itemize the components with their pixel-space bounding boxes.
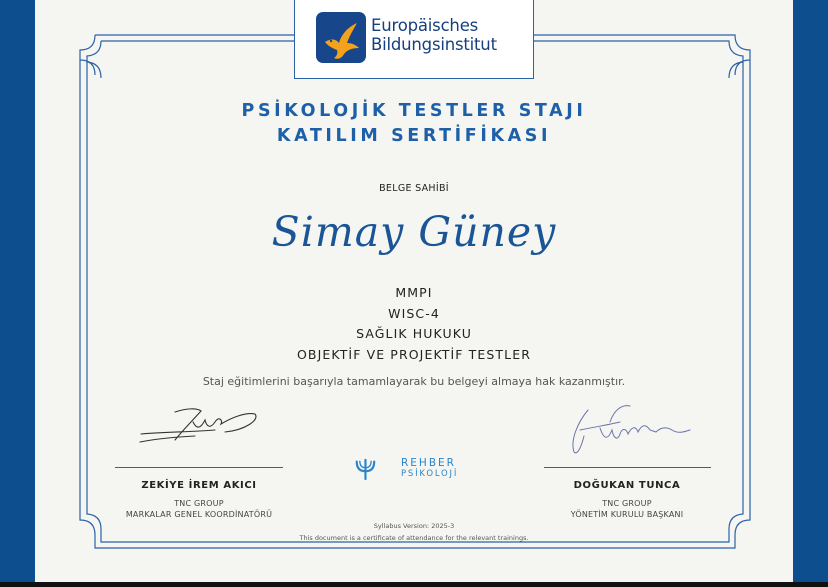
topic-item: WISC-4 xyxy=(388,305,440,321)
syllabus-version: Syllabus Version: 2025-3 xyxy=(373,522,455,530)
certificate-title-line2: KATILIM SERTİFİKASI xyxy=(276,126,552,146)
brand-name-line1: Europäisches xyxy=(371,16,479,35)
signature-line-left xyxy=(115,467,283,468)
signatory-org-right: TNC GROUP xyxy=(602,499,652,508)
achievement-statement: Staj eğitimlerini başarıyla tamamlayarak bu belgeyi almaya hak kazanmıştır. xyxy=(202,375,626,388)
certificate-title-line1: PSİKOLOJİK TESTLER STAJI xyxy=(241,101,587,121)
holder-label: BELGE SAHİBİ xyxy=(379,183,449,194)
signatory-org-left: TNC GROUP xyxy=(174,499,224,508)
topic-item: OBJEKTİF VE PROJEKTİF TESTLER xyxy=(296,346,532,362)
topic-item: MMPI xyxy=(395,285,433,300)
partner-name-line2: PSİKOLOJİ xyxy=(401,469,459,479)
topic-item: SAĞLIK HUKUKU xyxy=(356,326,472,341)
signatory-name-right: DOĞUKAN TUNCA xyxy=(573,480,681,491)
topics-list xyxy=(35,283,793,365)
brand-name xyxy=(371,16,497,54)
left-border-band xyxy=(0,0,35,587)
brand-name-line2: Bildungsinstitut xyxy=(371,35,497,54)
holder-name: Simay Güney xyxy=(271,208,557,256)
right-border-band xyxy=(793,0,828,587)
signatory-title-right xyxy=(512,498,742,520)
signatory-name-left: ZEKİYE İREM AKICI xyxy=(141,480,257,491)
disclaimer-text: This document is a certificate of attendance for the relevant trainings. xyxy=(299,534,529,542)
brand-logo-box xyxy=(294,0,534,79)
signatory-role-left: MARKALAR GENEL KOORDİNATÖRÜ xyxy=(125,510,273,519)
partner-name-line1: REHBER xyxy=(401,457,456,469)
signatory-role-right: YÖNETİM KURULU BAŞKANI xyxy=(570,510,684,519)
bird-icon xyxy=(316,12,366,63)
signature-line-right xyxy=(544,467,711,468)
signature-right xyxy=(560,400,700,462)
certificate-paper xyxy=(35,0,793,582)
signature-left xyxy=(135,402,265,452)
signatory-title-left xyxy=(84,498,314,520)
psi-icon xyxy=(355,444,403,494)
bottom-edge-bar xyxy=(0,582,828,587)
